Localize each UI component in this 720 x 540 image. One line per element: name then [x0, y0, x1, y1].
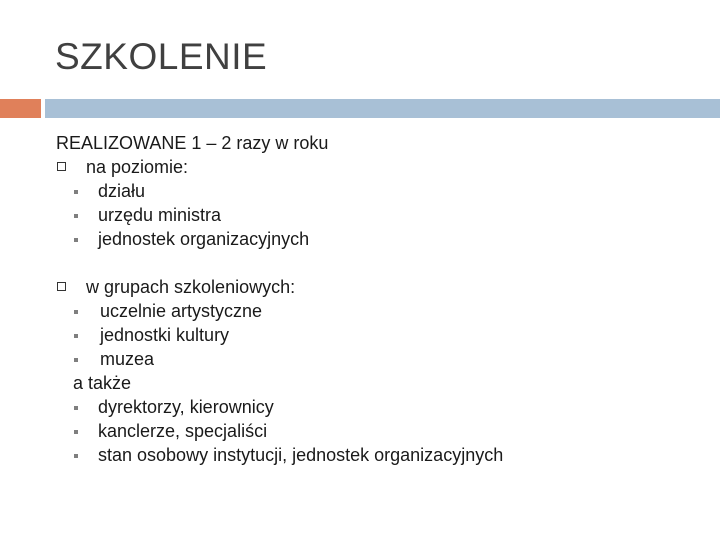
list-item-text: jednostki kultury: [100, 325, 230, 345]
body-heading: REALIZOWANE 1 – 2 razy w roku: [56, 133, 329, 153]
square-bullet-icon: [57, 162, 66, 171]
bullet-dot-icon: [74, 406, 78, 410]
slide-title: SZKOLENIE: [55, 36, 268, 77]
bullet-dot-icon: [74, 430, 78, 434]
list-item-text: uczelnie artystyczne: [100, 301, 263, 321]
spacer: [56, 251, 706, 275]
list-item-text: muzea: [100, 349, 155, 369]
bullet-dot-icon: [74, 310, 78, 314]
list-item: [56, 347, 706, 371]
bullet-dot-icon: [74, 190, 78, 194]
list-item-text: dyrektorzy, kierownicy: [98, 397, 274, 417]
square-bullet-icon: [57, 282, 66, 291]
group1-line: [56, 155, 706, 179]
list-item: [56, 227, 706, 251]
accent-bar-blue: [45, 99, 720, 118]
accent-bar-orange: [0, 99, 41, 118]
list-item: [56, 179, 706, 203]
list-item-text: stan osobowy instytucji, jednostek organizacyjnych: [98, 445, 504, 465]
list-item-text: działu: [98, 181, 146, 201]
bullet-dot-icon: [74, 238, 78, 242]
also-line: [56, 371, 706, 395]
group2-label: w grupach szkoleniowych:: [86, 277, 296, 297]
group2-line: [56, 275, 706, 299]
bullet-dot-icon: [74, 454, 78, 458]
bullet-dot-icon: [74, 358, 78, 362]
list-item: [56, 323, 706, 347]
list-item-text: kanclerze, specjaliści: [98, 421, 268, 441]
heading-line: [56, 131, 706, 155]
also-label: a także: [73, 373, 132, 393]
bullet-dot-icon: [74, 334, 78, 338]
bullet-dot-icon: [74, 214, 78, 218]
list-item: [56, 395, 706, 419]
list-item: [56, 443, 706, 467]
slide-body: [56, 131, 706, 467]
list-item-text: jednostek organizacyjnych: [98, 229, 310, 249]
list-item: [56, 203, 706, 227]
list-item: [56, 299, 706, 323]
list-item-text: urzędu ministra: [98, 205, 222, 225]
group1-label: na poziomie:: [86, 157, 189, 177]
list-item: [56, 419, 706, 443]
